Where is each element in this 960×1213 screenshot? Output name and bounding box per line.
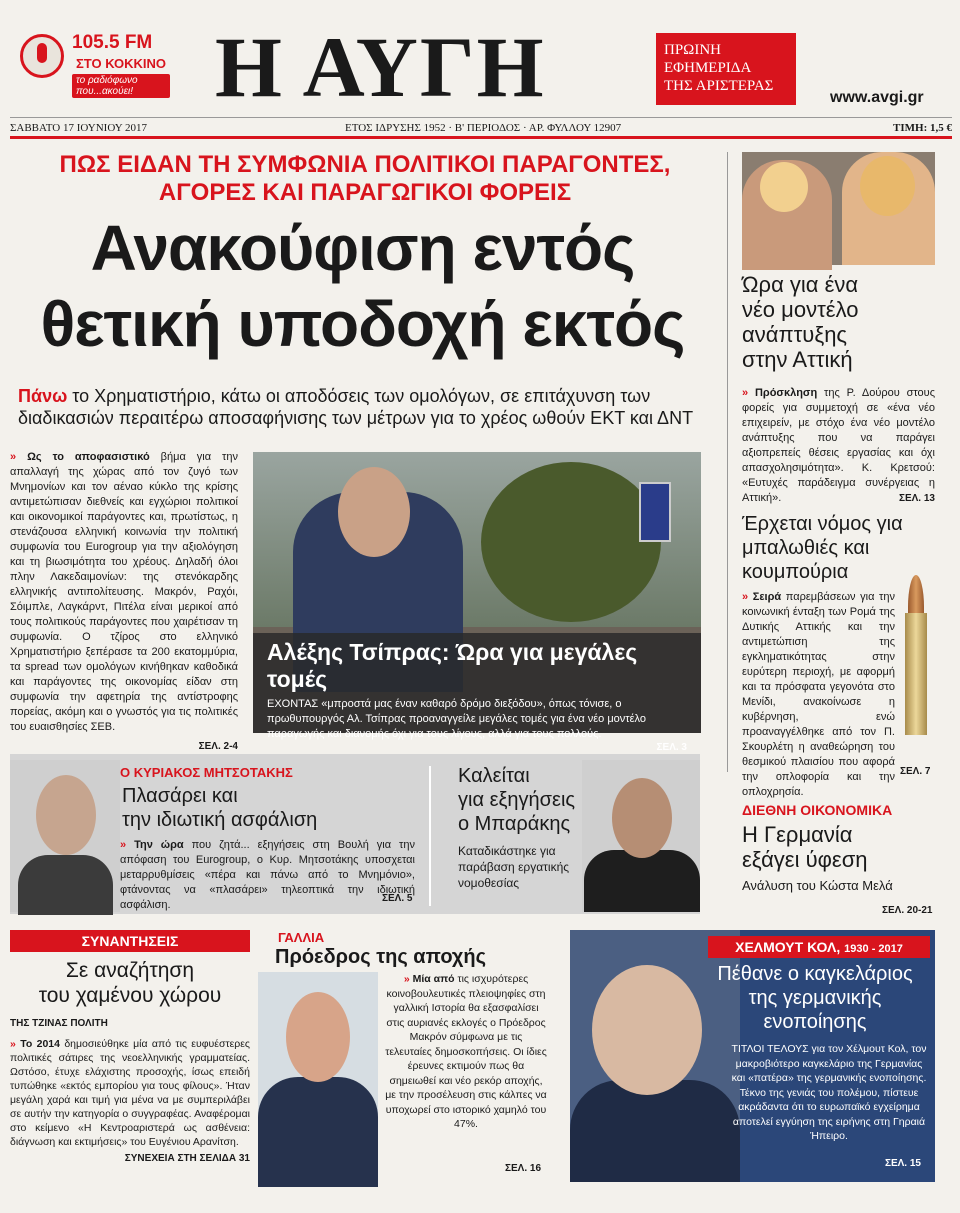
durou-photo[interactable] xyxy=(742,152,935,265)
caption-text: ΕΧΟΝΤΑΣ «μπροστά μας έναν καθαρό δρόμο διεξόδου», όπως τόνισε, ο πρωθυπουργός Αλ. Τσίπρας προαναγγείλε μεγάλες τομές για ένα νέο μοντέλο παραγωγής και διανομής όχι για τους λίγους, αλλά για τους πολλούς. xyxy=(267,698,646,740)
bakaris-photo[interactable] xyxy=(582,760,700,912)
photo-caption xyxy=(253,633,701,753)
meetings-box xyxy=(10,930,250,1182)
radio-frequency: 105.5 FM xyxy=(72,32,153,53)
france-title[interactable]: Πρόεδρος της αποχής xyxy=(275,946,486,968)
kohl-title: Πέθανε ο καγκελάριος της γερμανικής ενοποίησης xyxy=(717,963,913,1033)
kohl-text: ΤΙΤΛΟΙ ΤΕΛΟΥΣ για τον Χέλμουτ Κολ, τον μακροβιότερο καγκελάριο της Γερμανίας και «πατέρα» της γερμανικής ενοποίησης. Τέκνο της γενιάς του πολέμου, πίστευε ακράδαντα ότι το ευρωπαϊκό εγχείρημα αποτελεί εγγύηση της ειρήνης στη Γηραιά Ήπειρο. xyxy=(731,1043,927,1142)
tsipras-photo[interactable] xyxy=(253,452,701,753)
weapons-title[interactable]: Έρχεται νόμος για μπαλωθιές και κουμπούρια xyxy=(742,513,903,583)
newspaper-logo: Η ΑΥΓΗ xyxy=(215,19,546,115)
issue-date: ΣΑΒΒΑΤΟ 17 ΙΟΥΝΙΟΥ 2017 xyxy=(10,122,148,134)
tsipras-head xyxy=(338,467,410,557)
kohl-section: ΧΕΛΜΟΥΤ ΚΟΛ, 1930 - 2017 xyxy=(708,936,930,958)
arrow-icon: » xyxy=(10,451,17,463)
radio-name: ΣΤΟ ΚΟΚΚΙΝΟ xyxy=(76,56,167,71)
strip-divider xyxy=(429,766,431,906)
tree-background xyxy=(481,462,661,622)
page-ref[interactable]: ΣΕΛ. 13 xyxy=(898,493,935,504)
website-link[interactable]: www.avgi.gr xyxy=(830,89,924,106)
radio-tagline: το ραδιόφωνο που...ακούει! xyxy=(72,74,170,98)
mitsotakis-text: » Την ώρα που ζητά... εξηγήσεις στη Βουλή για την απόφαση του Eurogroup, ο Κυρ. Μητσοτάκης υποσχεται μεταρρυθμίσεις «πέρα και πάνω από το Μνημόνιο», φτάνοντας να «πλασάρει» τηλεοπτικά την ιδιωτική ασφάλιση. xyxy=(120,839,416,911)
arrow-icon: » xyxy=(742,387,749,399)
column-divider xyxy=(727,152,728,772)
page-ref[interactable]: ΣΕΛ. 15 xyxy=(884,1158,921,1169)
bakaris-title[interactable]: Καλείται για εξηγήσεις ο Μπαράκης xyxy=(458,765,576,835)
macron-photo[interactable] xyxy=(258,972,378,1180)
arrow-icon: » xyxy=(742,591,749,603)
france-section: ΓΑΛΛΙΑ xyxy=(278,930,325,945)
mitsotakis-section: Ο ΚΥΡΙΑΚΟΣ ΜΗΤΣΟΤΑΚΗΣ xyxy=(120,765,293,780)
meetings-title[interactable]: Σε αναζήτηση του χαμένου χώρου xyxy=(38,959,222,1007)
arrow-icon: » xyxy=(120,839,127,851)
page-ref[interactable]: ΣΕΛ. 3 xyxy=(656,742,687,753)
attiki-text: » Πρόσκληση της Ρ. Δούρου στους φορείς για συμμετοχή σε «ένα νέο επιχειρείν, με στόχο ένα νέο μοντέλο ανάπτυξης που να παράγει αξιοπρεπείς θέσεις εργασίας και όχι απασχολησιμότητα». Κ. Κρετσού: «Ευτυχές παράδειγμα συνέργειας η Αττική». ΣΕΛ. 13 xyxy=(742,387,935,504)
lead-body: » Ως το αποφασιστικό βήμα για την απαλλαγή της χώρας από τον ζυγό των Μνημονίων και τον αέναο κύκλο της κρίσης αντιμετώπισαν διεθνείς και εγχώριοι πολιτικοί και οικονομικοί παράγοντες και, πρωτίστως, η στενάζουσα ελληνική κοινωνία την πολιτική συμφωνία του Eurogroup για την αξιολόγηση και τη βιωσιμότητα του χρέους. Δηλαδή όλοι πλην Λακεδαιμονίων: της στενόκαρδης ελληνικής αντιπολίτευσης. Μακρόν, Ραχόι, Σόιμπλε, Λαγκάρντ, Πιτέλα είναι μερικοί από τους πολιτικούς παράγοντες που χαιρέτισαν τη συμφωνία. Ο τζίρος στο ελληνικό Χρηματιστήριο ξεπέρασε τα 200 εκατομμύρια, τα spread των ομολόγων κινήθηκαν καθοδικά και παράγοντες της οικονομίας είδαν στη συμφωνία την αφετηρία της αντίστροφης πορείας, ακόμη και ο γνωστός για τις πολιτικές του ευαισθησίες ΣΕΒ. ΣΕΛ. 2-4 xyxy=(10,451,238,752)
masthead-subtitle: ΠΡΩΙΝΗ ΕΦΗΜΕΡΙΔΑ ΤΗΣ ΑΡΙΣΤΕΡΑΣ xyxy=(656,33,796,105)
germany-title[interactable]: Η Γερμανία εξάγει ύφεση xyxy=(742,822,868,872)
edition-info: ΕΤΟΣ ΙΔΡΥΣΗΣ 1952 · Β' ΠΕΡΙΟΔΟΣ · ΑΡ. ΦΥΛΛΟΥ 12907 xyxy=(345,122,622,134)
page-ref[interactable]: ΣΕΛ. 2-4 xyxy=(198,741,238,752)
lead-headline[interactable]: Ανακούφιση εντός θετική υποδοχή εκτός xyxy=(40,212,685,360)
bakaris-text: Καταδικάστηκε για παράβαση εργατικής νομοθεσίας xyxy=(458,844,570,890)
meetings-author: ΤΗΣ ΤΖΙΝΑΣ ΠΟΛΙΤΗ xyxy=(10,1018,108,1029)
mitsotakis-title[interactable]: Πλασάρει και την ιδιωτική ασφάλιση xyxy=(122,785,318,831)
bullet-image xyxy=(902,575,930,735)
mitsotakis-photo[interactable] xyxy=(10,760,120,912)
kohl-box[interactable] xyxy=(570,930,935,1182)
germany-byline: Ανάλυση του Κώστα Μελά xyxy=(742,878,893,893)
arrow-icon: » xyxy=(10,1038,16,1050)
street-sign xyxy=(639,482,671,542)
price: ΤΙΜΗ: 1,5 € xyxy=(893,122,952,134)
radio-ad[interactable] xyxy=(10,30,170,97)
caption-title: Αλέξης Τσίπρας: Ώρα για μεγάλες τομές xyxy=(267,639,638,692)
lead-kicker: ΠΩΣ ΕΙΔΑΝ ΤΗ ΣΥΜΦΩΝΙΑ ΠΟΛΙΤΙΚΟΙ ΠΑΡΑΓΟΝΤΕΣ, ΑΓΟΡΕΣ ΚΑΙ ΠΑΡΑΓΩΓΙΚΟΙ ΦΟΡΕΙΣ xyxy=(59,151,671,206)
page-ref[interactable]: ΣΕΛ. 16 xyxy=(505,1163,542,1174)
weapons-text: » Σειρά παρεμβάσεων για την κοινωνική ένταξη των Ρομά της Δυτικής Αττικής και την αντιμετώπιση της εγκληματικότητας στην ευρύτερη περιοχή, με αφορμή και τα πρόσφατα γεγονότα στο Μενίδι, ανακοίνωσε η κυβέρνηση, ενώ προαναγγέλθηκε από τον Π. Σκουρλέτη η αναθεώρηση του θεσμικού πλαισίου που αφορά την οπλοφορία και την οπλοχρησία. xyxy=(742,591,895,798)
france-text: » Μία από τις ισχυρότερες κοινοβουλευτικές πλειοψηφίες στη γαλλική Ιστορία θα εξασφαλίσει στις αυριανές εκλογές ο Πρόεδρος Μακρόν σύμφωνα με τις τελευταίες δημοσκοπήσεις. Οι ίδιες έρευνες εκτιμούν πως θα σημειωθεί και νέο ρεκόρ αποχής, με την προσέλευση στις κάλπες να υποχωρεί στο ιστορικό χαμηλό του 47%. xyxy=(385,973,547,1130)
continued-ref[interactable]: ΣΥΝΕΧΕΙΑ ΣΤΗ ΣΕΛΙΔΑ 31 xyxy=(124,1153,250,1164)
attiki-title[interactable]: Ώρα για ένα νέο μοντέλο ανάπτυξης στην Αττική xyxy=(742,272,859,372)
meetings-text: » Το 2014 δημοσιεύθηκε μία από τις ευφυέστερες πολιτικές σάτιρες της νεοελληνικής γραμματείας. Ωστόσο, έτυχε ελάχιστης προσοχής, ίσως επειδή τυπώθηκε «εκτός εμπορίου για τους φίλους». Ήταν μεγάλη χαρά και τιμή για μένα να με συμπεριλάβει σε αυτήν την κατηγορία ο συγγραφέας. Αναφέρομαι στο κείμενο «Η Κεντροαριστερά ως ασθένεια: διάγνωση και εκτιμήσεις» του Ευγένιου Αρανίτση. xyxy=(10,1038,250,1148)
microphone-icon xyxy=(20,34,64,78)
dateline xyxy=(10,117,952,139)
page-ref[interactable]: ΣΕΛ. 5 xyxy=(382,893,413,904)
lead-lede: Πάνω το Χρηματιστήριο, κάτω οι αποδόσεις των ομολόγων, σε επιτάχυνση των διαδικασιών περαιτέρω αποσαφήνισης των μέτρων για το χρέος ωθούν ΕΚΤ και ΔΝΤ xyxy=(18,386,694,428)
page-ref[interactable]: ΣΕΛ. 20-21 xyxy=(882,905,933,916)
germany-section: ΔΙΕΘΝΗ ΟΙΚΟΝΟΜΙΚΑ xyxy=(742,802,893,818)
arrow-icon: » xyxy=(403,973,410,985)
page-ref[interactable]: ΣΕΛ. 7 xyxy=(900,766,931,777)
meetings-section: ΣΥΝΑΝΤΗΣΕΙΣ xyxy=(10,930,250,952)
